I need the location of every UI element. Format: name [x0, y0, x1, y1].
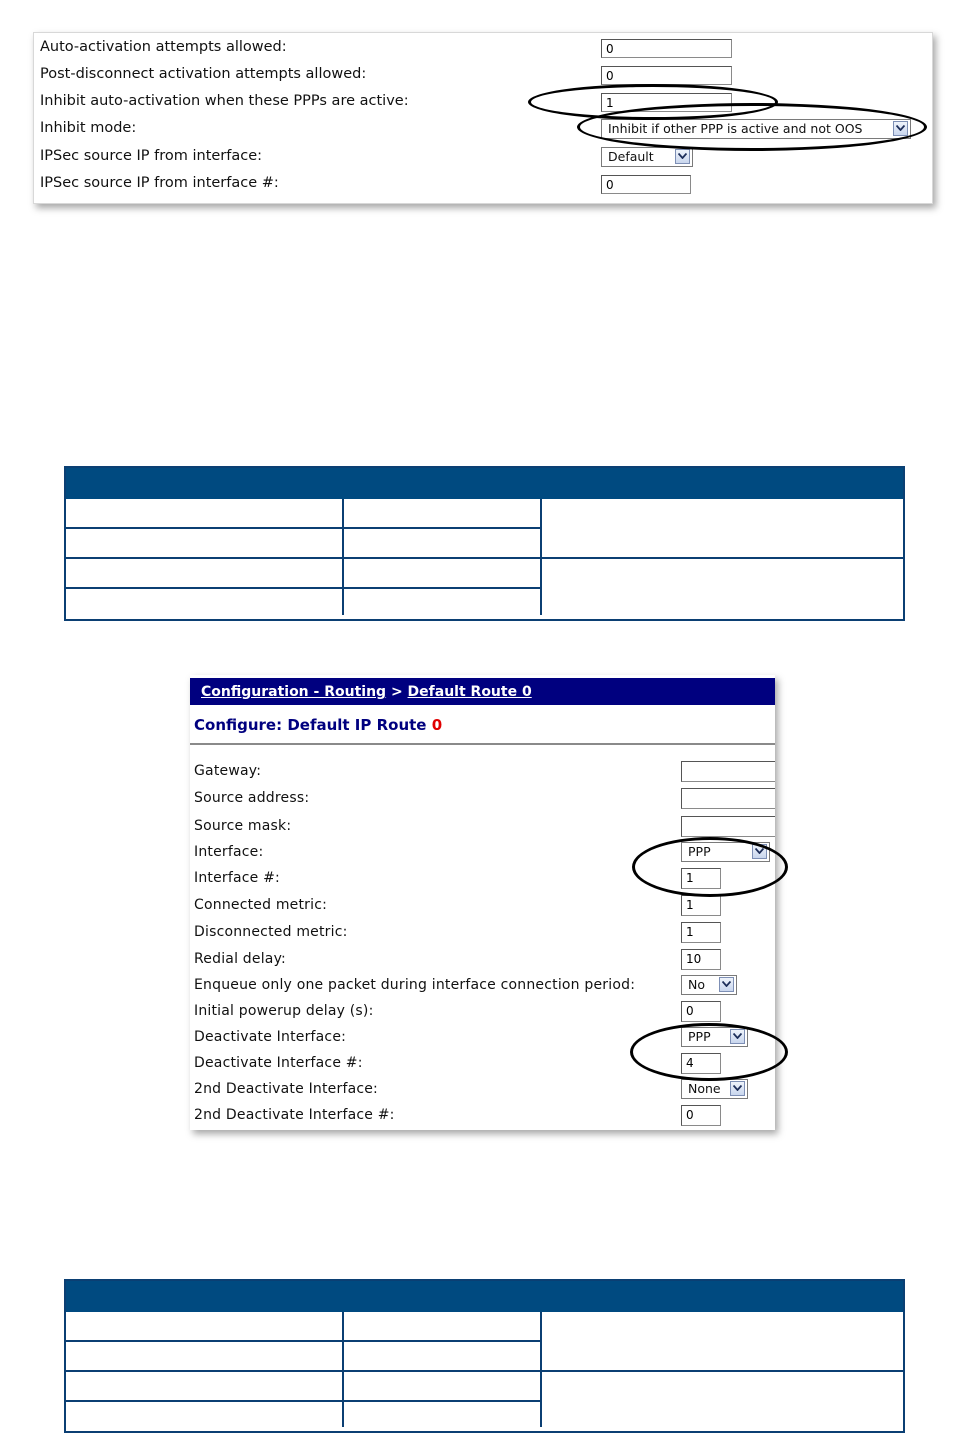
- row-disconnected-metric: [190, 920, 775, 946]
- interface-num-input[interactable]: 1: [681, 868, 721, 889]
- gateway-input[interactable]: [681, 761, 775, 782]
- auto-activation-attempts-label: Auto-activation attempts allowed:: [40, 39, 287, 55]
- redial-delay-input[interactable]: 10: [681, 949, 721, 970]
- table-cell: [344, 589, 542, 615]
- ipsec-source-interface-value: Default: [608, 149, 654, 164]
- 2nd-deactivate-interface-value: None: [688, 1081, 721, 1096]
- table-cell: [66, 1342, 344, 1372]
- row-initial-powerup-delay: [190, 999, 775, 1025]
- chevron-down-icon[interactable]: [719, 977, 734, 992]
- row-redial-delay: [190, 947, 775, 973]
- table-cell: [344, 529, 542, 559]
- ipsec-source-interface-select[interactable]: [601, 147, 693, 167]
- ppp-settings-panel: [33, 32, 933, 204]
- 2nd-deactivate-interface-num-input[interactable]: 0: [681, 1105, 721, 1126]
- inhibit-mode-label: Inhibit mode:: [40, 120, 137, 136]
- deactivate-interface-label: Deactivate Interface:: [194, 1029, 347, 1045]
- chevron-down-icon[interactable]: [752, 844, 767, 859]
- breadcrumb-link-routing[interactable]: Configuration - Routing: [201, 684, 387, 700]
- disconnected-metric-input[interactable]: 1: [681, 922, 721, 943]
- page-title-text: Configure: Default IP Route: [194, 716, 427, 734]
- deactivate-interface-select[interactable]: [681, 1027, 748, 1047]
- row-auto-activation-attempts: [34, 35, 932, 62]
- table-cell: [344, 1312, 542, 1342]
- breadcrumb-separator: >: [390, 684, 403, 700]
- row-ipsec-source-interface: [34, 144, 932, 171]
- ipsec-source-interface-num-input[interactable]: 0: [601, 175, 691, 194]
- chevron-down-icon[interactable]: [893, 121, 908, 136]
- deactivate-interface-num-label: Deactivate Interface #:: [194, 1055, 363, 1071]
- source-mask-input[interactable]: [681, 816, 775, 837]
- source-address-input[interactable]: [681, 788, 775, 809]
- row-connected-metric: [190, 893, 775, 919]
- interface-value: PPP: [688, 844, 711, 859]
- row-gateway: [190, 759, 775, 785]
- table-cell: [542, 1312, 903, 1372]
- auto-activation-attempts-input[interactable]: 0: [601, 39, 732, 58]
- interface-select[interactable]: [681, 842, 770, 862]
- table-cell: [66, 559, 344, 589]
- chevron-down-icon[interactable]: [730, 1081, 745, 1096]
- inhibit-mode-value: Inhibit if other PPP is active and not OOS: [608, 121, 863, 136]
- blank-table-1: [64, 466, 905, 621]
- row-deactivate-interface: [190, 1025, 775, 1051]
- deactivate-interface-num-input[interactable]: 4: [681, 1053, 721, 1074]
- interface-num-label: Interface #:: [194, 870, 280, 886]
- row-inhibit-ppps: [34, 89, 932, 116]
- enqueue-one-packet-label: Enqueue only one packet during interface connection period:: [194, 977, 636, 993]
- row-source-mask: [190, 814, 775, 840]
- row-inhibit-mode: [34, 116, 932, 143]
- enqueue-one-packet-value: No: [688, 977, 705, 992]
- row-interface: [190, 840, 775, 866]
- initial-powerup-delay-label: Initial powerup delay (s):: [194, 1003, 374, 1019]
- 2nd-deactivate-interface-label: 2nd Deactivate Interface:: [194, 1081, 378, 1097]
- source-address-label: Source address:: [194, 790, 310, 806]
- inhibit-ppps-label: Inhibit auto-activation when these PPPs are active:: [40, 93, 409, 109]
- blank-table-2: [64, 1279, 905, 1433]
- breadcrumb-link-default-route[interactable]: Default Route 0: [407, 684, 532, 700]
- 2nd-deactivate-interface-select[interactable]: [681, 1079, 748, 1099]
- row-interface-num: [190, 866, 775, 892]
- page-title-number: 0: [431, 716, 443, 734]
- table-cell: [66, 1372, 344, 1402]
- disconnected-metric-label: Disconnected metric:: [194, 924, 348, 940]
- redial-delay-label: Redial delay:: [194, 951, 286, 967]
- row-source-address: [190, 786, 775, 812]
- default-route-config-panel: [190, 675, 775, 1130]
- inhibit-mode-select[interactable]: [601, 119, 911, 139]
- post-disconnect-attempts-input[interactable]: 0: [601, 66, 732, 85]
- table-cell: [66, 1402, 344, 1427]
- table-header: [66, 1281, 903, 1312]
- ipsec-source-interface-num-label: IPSec source IP from interface #:: [40, 175, 279, 191]
- connected-metric-input[interactable]: 1: [681, 895, 721, 916]
- table-cell: [66, 589, 344, 615]
- deactivate-interface-value: PPP: [688, 1029, 711, 1044]
- post-disconnect-attempts-label: Post-disconnect activation attempts allowed:: [40, 66, 367, 82]
- chevron-down-icon[interactable]: [730, 1029, 745, 1044]
- breadcrumb: [201, 684, 532, 700]
- breadcrumb-bar: [190, 678, 775, 705]
- 2nd-deactivate-interface-num-label: 2nd Deactivate Interface #:: [194, 1107, 395, 1123]
- initial-powerup-delay-input[interactable]: 0: [681, 1001, 721, 1022]
- table-cell: [344, 1402, 542, 1427]
- inhibit-ppps-input[interactable]: 1: [601, 93, 732, 112]
- table-cell: [66, 1312, 344, 1342]
- row-2nd-deactivate-interface: [190, 1077, 775, 1103]
- table-cell: [344, 499, 542, 529]
- table-cell: [344, 1342, 542, 1372]
- row-ipsec-source-interface-num: [34, 171, 932, 198]
- gateway-label: Gateway:: [194, 763, 262, 779]
- chevron-down-icon[interactable]: [675, 149, 690, 164]
- table-cell: [344, 559, 542, 589]
- row-enqueue-one-packet: [190, 973, 775, 999]
- table-header: [66, 468, 903, 499]
- table-cell: [542, 499, 903, 559]
- row-post-disconnect-attempts: [34, 62, 932, 89]
- table-cell: [542, 1372, 903, 1427]
- table-cell: [66, 499, 344, 529]
- table-cell: [542, 559, 903, 615]
- table-cell: [344, 1372, 542, 1402]
- page-title: [194, 716, 442, 734]
- source-mask-label: Source mask:: [194, 818, 292, 834]
- table-cell: [66, 529, 344, 559]
- divider: [190, 743, 775, 745]
- row-2nd-deactivate-interface-num: [190, 1103, 775, 1129]
- row-deactivate-interface-num: [190, 1051, 775, 1077]
- connected-metric-label: Connected metric:: [194, 897, 328, 913]
- ipsec-source-interface-label: IPSec source IP from interface:: [40, 148, 263, 164]
- enqueue-one-packet-select[interactable]: [681, 975, 737, 995]
- interface-label: Interface:: [194, 844, 264, 860]
